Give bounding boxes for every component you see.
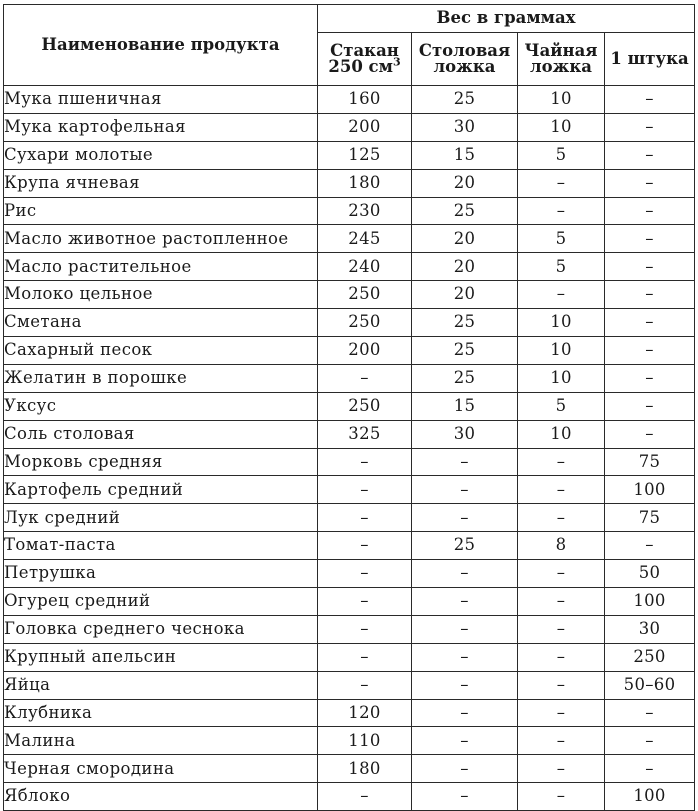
piece-weight-cell: – — [605, 420, 695, 448]
teaspoon-weight-cell: – — [518, 643, 605, 671]
piece-weight-cell: – — [605, 113, 695, 141]
piece-weight-cell: – — [605, 253, 695, 281]
tablespoon-weight-cell: 15 — [412, 141, 518, 169]
product-name-cell: Масло животное растопленное — [4, 225, 318, 253]
teaspoon-header-line1: Чайная — [524, 40, 598, 60]
glass-weight-cell: – — [318, 504, 412, 532]
piece-weight-cell: 75 — [605, 504, 695, 532]
piece-weight-cell: – — [605, 337, 695, 365]
glass-weight-cell: 110 — [318, 727, 412, 755]
teaspoon-weight-cell: 5 — [518, 253, 605, 281]
glass-weight-cell: 160 — [318, 86, 412, 114]
tablespoon-weight-cell: – — [412, 671, 518, 699]
teaspoon-weight-cell: – — [518, 476, 605, 504]
product-name-cell: Томат-паста — [4, 532, 318, 560]
glass-header-line1: Стакан — [330, 40, 399, 60]
product-name-cell: Молоко цельное — [4, 281, 318, 309]
piece-weight-cell: – — [605, 699, 695, 727]
piece-weight-cell: 30 — [605, 615, 695, 643]
tablespoon-weight-cell: 15 — [412, 392, 518, 420]
glass-header-sup: 3 — [392, 55, 401, 69]
teaspoon-weight-cell: – — [518, 699, 605, 727]
table-header — [4, 5, 695, 86]
glass-weight-cell: 250 — [318, 309, 412, 337]
product-name-cell: Огурец средний — [4, 588, 318, 616]
tablespoon-weight-cell: 30 — [412, 420, 518, 448]
piece-header: 1 штука — [605, 33, 695, 86]
teaspoon-weight-cell: 10 — [518, 364, 605, 392]
piece-weight-cell: – — [605, 169, 695, 197]
table-row — [4, 643, 695, 671]
teaspoon-weight-cell: 8 — [518, 532, 605, 560]
piece-weight-cell: – — [605, 309, 695, 337]
product-name-header: Наименование продукта — [4, 5, 318, 86]
table-row — [4, 169, 695, 197]
table-row — [4, 504, 695, 532]
tablespoon-weight-cell: – — [412, 476, 518, 504]
table-row — [4, 588, 695, 616]
glass-header-line2: 250 см — [328, 57, 393, 76]
tablespoon-weight-cell: – — [412, 643, 518, 671]
glass-weight-cell: – — [318, 476, 412, 504]
table-row — [4, 448, 695, 476]
teaspoon-weight-cell: 10 — [518, 420, 605, 448]
product-name-cell: Сухари молотые — [4, 141, 318, 169]
tablespoon-weight-cell: – — [412, 727, 518, 755]
tablespoon-weight-cell: 25 — [412, 197, 518, 225]
table-row — [4, 281, 695, 309]
tablespoon-weight-cell: – — [412, 783, 518, 811]
glass-weight-cell: – — [318, 783, 412, 811]
piece-weight-cell: – — [605, 532, 695, 560]
piece-weight-cell: – — [605, 364, 695, 392]
glass-weight-cell: – — [318, 532, 412, 560]
tablespoon-weight-cell: – — [412, 615, 518, 643]
tablespoon-weight-cell: 20 — [412, 169, 518, 197]
product-weights-table — [3, 4, 695, 811]
teaspoon-weight-cell: – — [518, 783, 605, 811]
table-row — [4, 364, 695, 392]
glass-weight-cell: 230 — [318, 197, 412, 225]
tablespoon-weight-cell: – — [412, 699, 518, 727]
piece-weight-cell: 100 — [605, 783, 695, 811]
glass-header — [318, 33, 412, 86]
table-row — [4, 671, 695, 699]
tablespoon-weight-cell: – — [412, 448, 518, 476]
glass-weight-cell: – — [318, 588, 412, 616]
product-name-cell: Крупа ячневая — [4, 169, 318, 197]
tablespoon-weight-cell: – — [412, 755, 518, 783]
weight-group-header: Вес в граммах — [318, 5, 695, 33]
product-name-cell: Лук средний — [4, 504, 318, 532]
teaspoon-weight-cell: – — [518, 755, 605, 783]
product-name-cell: Рис — [4, 197, 318, 225]
teaspoon-weight-cell: 10 — [518, 113, 605, 141]
teaspoon-weight-cell: – — [518, 169, 605, 197]
teaspoon-weight-cell: – — [518, 448, 605, 476]
tablespoon-weight-cell: 25 — [412, 364, 518, 392]
product-name-cell: Яйца — [4, 671, 318, 699]
table-row — [4, 113, 695, 141]
table-row — [4, 253, 695, 281]
teaspoon-weight-cell: – — [518, 615, 605, 643]
tablespoon-weight-cell: 20 — [412, 281, 518, 309]
tablespoon-weight-cell: 30 — [412, 113, 518, 141]
product-name-cell: Желатин в порошке — [4, 364, 318, 392]
tablespoon-weight-cell: 25 — [412, 337, 518, 365]
glass-weight-cell: – — [318, 671, 412, 699]
tablespoon-header-line2: ложка — [433, 57, 496, 76]
product-name-cell: Масло растительное — [4, 253, 318, 281]
table-row — [4, 783, 695, 811]
teaspoon-header — [518, 33, 605, 86]
table-row — [4, 197, 695, 225]
table-row — [4, 532, 695, 560]
tablespoon-header — [412, 33, 518, 86]
teaspoon-header-line2: ложка — [530, 57, 592, 76]
teaspoon-weight-cell: – — [518, 727, 605, 755]
piece-weight-cell: – — [605, 281, 695, 309]
piece-weight-cell: – — [605, 197, 695, 225]
table-body — [4, 86, 695, 811]
teaspoon-weight-cell: 10 — [518, 309, 605, 337]
teaspoon-weight-cell: 5 — [518, 392, 605, 420]
teaspoon-weight-cell: – — [518, 281, 605, 309]
glass-weight-cell: – — [318, 364, 412, 392]
product-name-cell: Головка среднего чеснока — [4, 615, 318, 643]
product-name-cell: Мука картофельная — [4, 113, 318, 141]
product-name-cell: Сметана — [4, 309, 318, 337]
glass-weight-cell: 325 — [318, 420, 412, 448]
piece-weight-cell: – — [605, 727, 695, 755]
table-row — [4, 755, 695, 783]
product-name-cell: Черная смородина — [4, 755, 318, 783]
piece-weight-cell: 50–60 — [605, 671, 695, 699]
table-row — [4, 337, 695, 365]
tablespoon-weight-cell: 25 — [412, 532, 518, 560]
piece-weight-cell: – — [605, 392, 695, 420]
table-row — [4, 225, 695, 253]
piece-weight-cell: – — [605, 86, 695, 114]
glass-weight-cell: 180 — [318, 169, 412, 197]
glass-weight-cell: – — [318, 643, 412, 671]
product-name-cell: Уксус — [4, 392, 318, 420]
table-row — [4, 86, 695, 114]
glass-weight-cell: – — [318, 560, 412, 588]
piece-weight-cell: 100 — [605, 476, 695, 504]
tablespoon-weight-cell: – — [412, 504, 518, 532]
tablespoon-weight-cell: – — [412, 588, 518, 616]
teaspoon-weight-cell: – — [518, 588, 605, 616]
glass-weight-cell: 250 — [318, 392, 412, 420]
glass-weight-cell: 250 — [318, 281, 412, 309]
tablespoon-header-line1: Столовая — [418, 40, 511, 60]
product-name-cell: Мука пшеничная — [4, 86, 318, 114]
tablespoon-weight-cell: 20 — [412, 253, 518, 281]
glass-weight-cell: 200 — [318, 337, 412, 365]
glass-weight-cell: 125 — [318, 141, 412, 169]
glass-weight-cell: 120 — [318, 699, 412, 727]
tablespoon-weight-cell: 25 — [412, 86, 518, 114]
teaspoon-weight-cell: – — [518, 671, 605, 699]
product-name-cell: Соль столовая — [4, 420, 318, 448]
header-row-top — [4, 5, 695, 33]
table-row — [4, 420, 695, 448]
piece-weight-cell: 75 — [605, 448, 695, 476]
table-row — [4, 476, 695, 504]
tablespoon-weight-cell: 25 — [412, 309, 518, 337]
piece-weight-cell: 250 — [605, 643, 695, 671]
teaspoon-weight-cell: – — [518, 504, 605, 532]
teaspoon-weight-cell: 10 — [518, 86, 605, 114]
glass-weight-cell: 200 — [318, 113, 412, 141]
table-row — [4, 727, 695, 755]
glass-weight-cell: 240 — [318, 253, 412, 281]
product-name-cell: Малина — [4, 727, 318, 755]
teaspoon-weight-cell: – — [518, 197, 605, 225]
piece-weight-cell: 100 — [605, 588, 695, 616]
piece-weight-cell: – — [605, 225, 695, 253]
piece-weight-cell: – — [605, 755, 695, 783]
product-name-cell: Яблоко — [4, 783, 318, 811]
table-row — [4, 141, 695, 169]
product-name-cell: Клубника — [4, 699, 318, 727]
glass-weight-cell: – — [318, 448, 412, 476]
product-name-cell: Петрушка — [4, 560, 318, 588]
piece-weight-cell: – — [605, 141, 695, 169]
teaspoon-weight-cell: – — [518, 560, 605, 588]
table-row — [4, 699, 695, 727]
table-row — [4, 615, 695, 643]
product-name-cell: Морковь средняя — [4, 448, 318, 476]
table-row — [4, 309, 695, 337]
product-name-cell: Картофель средний — [4, 476, 318, 504]
glass-weight-cell: 180 — [318, 755, 412, 783]
table-row — [4, 392, 695, 420]
table-row — [4, 560, 695, 588]
piece-weight-cell: 50 — [605, 560, 695, 588]
tablespoon-weight-cell: – — [412, 560, 518, 588]
product-name-cell: Крупный апельсин — [4, 643, 318, 671]
teaspoon-weight-cell: 5 — [518, 225, 605, 253]
teaspoon-weight-cell: 10 — [518, 337, 605, 365]
product-name-cell: Сахарный песок — [4, 337, 318, 365]
tablespoon-weight-cell: 20 — [412, 225, 518, 253]
teaspoon-weight-cell: 5 — [518, 141, 605, 169]
glass-weight-cell: 245 — [318, 225, 412, 253]
glass-weight-cell: – — [318, 615, 412, 643]
